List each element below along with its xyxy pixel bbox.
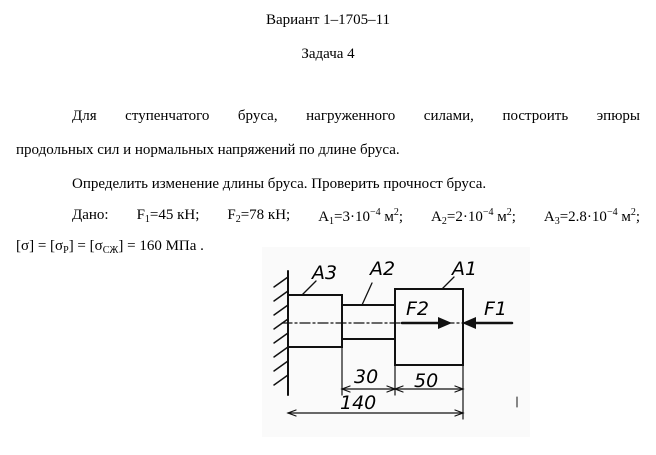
dim-50-label: 50 (414, 370, 439, 392)
label-a3: A3 (312, 262, 338, 284)
given-f1: $F_1=45$ кН; (136, 207, 200, 225)
dim-140-label: 140 (340, 392, 377, 414)
given-a3: $A_3=2.8\cdot 10^{-4}$ $м^2$; (543, 207, 640, 227)
paragraph-line-2: продольных сил и нормальных напряжений по длине бруса. (16, 142, 400, 158)
stepped-bar-drawing (262, 247, 530, 437)
given-a1: $A_1=3\cdot 10^{-4}$ $м^2$; (318, 207, 404, 227)
label-f1: F1 (484, 298, 508, 320)
given-line (72, 207, 640, 227)
stepped-bar-figure (262, 247, 530, 437)
given-a2: $A_2=2\cdot 10^{-4}$ $м^2$; (431, 207, 516, 227)
dim-30-label: 30 (354, 366, 379, 388)
variant-title: Вариант 1–1705–11 (265, 12, 391, 28)
allowable-stress-line: $[\sigma] = [\sigma_Р] = [\sigma_{СЖ}] = 160$ МПа . (16, 238, 204, 256)
given-f2: $F_2=78$ кН; (227, 207, 291, 225)
given-label: Дано: (72, 207, 109, 223)
label-f2: F2 (406, 298, 430, 320)
task-paragraph (16, 108, 640, 125)
task-title: Задача 4 (301, 46, 355, 62)
paragraph-line-1: Для ступенчатого бруса, нагруженного силами, построить эпюры (72, 108, 640, 124)
paragraph-2: Определить изменение длины бруса. Проверить прочност бруса. (72, 176, 487, 192)
label-a2: A2 (370, 258, 396, 280)
label-a1: A1 (452, 258, 478, 280)
